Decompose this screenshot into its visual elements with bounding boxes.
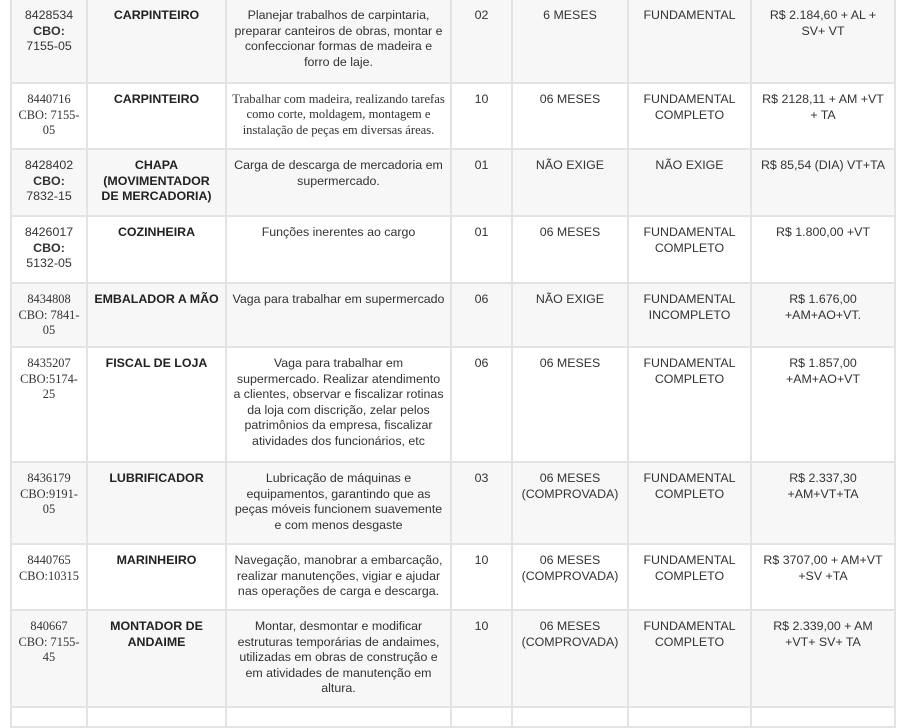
job-title: LUBRIFICADOR	[87, 462, 226, 544]
experience: 06 MESES (COMPROVADA)	[512, 610, 628, 707]
job-description: Carga de descarga de mercadoria em supermercado.	[226, 149, 451, 216]
job-code-cell	[11, 83, 87, 149]
vacancies: 10	[451, 83, 512, 149]
empty-cell	[226, 707, 451, 727]
salary: R$ 3707,00 + AM+VT +SV +TA	[751, 544, 895, 610]
experience: 06 MESES	[512, 347, 628, 462]
cbo-code: CBO: 7155-05	[18, 107, 80, 138]
salary: R$ 1.800,00 +VT	[751, 216, 895, 283]
cbo-label: CBO:	[33, 240, 65, 255]
cbo-code: 5132-05	[26, 256, 72, 271]
empty-cell	[751, 707, 895, 727]
cbo-code: CBO: 7155-45	[18, 634, 80, 665]
vacancies: 01	[451, 216, 512, 283]
job-code-cell	[11, 347, 87, 462]
experience: 06 MESES (COMPROVADA)	[512, 544, 628, 610]
cbo-code: CBO:10315	[19, 568, 79, 583]
vacancies: 10	[451, 610, 512, 707]
job-description: Vaga para trabalhar em supermercado. Realizar atendimento a clientes, observar e fiscalizar rotinas da loja com discrição, zelar pelos patrimônios da empresa, fiscalizar atividades dos funcionários, etc	[226, 347, 451, 462]
job-code-cell	[11, 610, 87, 707]
salary: R$ 1.676,00 +AM+AO+VT.	[751, 283, 895, 347]
experience: 06 MESES (COMPROVADA)	[512, 462, 628, 544]
job-title: CARPINTEIRO	[87, 0, 226, 83]
job-description: Montar, desmontar e modificar estruturas temporárias de andaimes, utilizadas em obras de construção e em atividades de manutenção em altura.	[226, 610, 451, 707]
vacancies: 02	[451, 0, 512, 83]
cbo-code: 7155-05	[26, 39, 72, 54]
job-code-cell	[11, 544, 87, 610]
job-title: FISCAL DE LOJA	[87, 347, 226, 462]
job-code-number: 8436179	[27, 471, 71, 485]
empty-cell	[87, 707, 226, 727]
job-code-cell	[11, 283, 87, 347]
job-description: Funções inerentes ao cargo	[226, 216, 451, 283]
job-description: Planejar trabalhos de carpintaria, preparar canteiros de obras, montar e confeccionar formas de madeira e forro de laje.	[226, 0, 451, 83]
job-description: Lubricação de máquinas e equipamentos, garantindo que as peças móveis funcionem suavemente e com menos desgaste	[226, 462, 451, 544]
job-description: Navegação, manobrar a embarcação, realizar manutenções, vigiar e ajudar nas operações de carga e descarga.	[226, 544, 451, 610]
job-title: MARINHEIRO	[87, 544, 226, 610]
job-code-number: 8434808	[27, 292, 71, 306]
vacancies: 06	[451, 283, 512, 347]
cbo-code: CBO: 7841-05	[18, 307, 80, 338]
experience: NÃO EXIGE	[512, 283, 628, 347]
cbo-code: CBO:5174-25	[20, 371, 78, 402]
job-code-number: 8426017	[24, 225, 74, 239]
vacancies: 01	[451, 149, 512, 216]
vacancies: 06	[451, 347, 512, 462]
job-code-number: 8428402	[24, 158, 74, 172]
salary: R$ 2.339,00 + AM +VT+ SV+ TA	[751, 610, 895, 707]
education: FUNDAMENTAL COMPLETO	[628, 544, 751, 610]
table-row	[11, 0, 895, 83]
cbo-code: 7832-15	[26, 189, 72, 204]
job-code-cell	[11, 462, 87, 544]
salary: R$ 2.184,60 + AL + SV+ VT	[751, 0, 895, 83]
vacancies: 10	[451, 544, 512, 610]
table-row-partial	[11, 707, 895, 727]
salary: R$ 2.337,30 +AM+VT+TA	[751, 462, 895, 544]
salary: R$ 85,54 (DIA) VT+TA	[751, 149, 895, 216]
vacancies: 03	[451, 462, 512, 544]
job-code-cell	[11, 216, 87, 283]
education: FUNDAMENTAL COMPLETO	[628, 610, 751, 707]
job-code-number: 8428534	[24, 8, 74, 22]
education: FUNDAMENTAL	[628, 0, 751, 83]
empty-cell	[451, 707, 512, 727]
education: FUNDAMENTAL INCOMPLETO	[628, 283, 751, 347]
empty-cell	[628, 707, 751, 727]
education: FUNDAMENTAL COMPLETO	[628, 462, 751, 544]
empty-cell	[512, 707, 628, 727]
job-code-number: 8440716	[27, 92, 71, 106]
table-row	[11, 462, 895, 544]
job-code-cell	[11, 149, 87, 216]
job-listings-table	[10, 0, 896, 728]
cbo-code: CBO:9191-05	[20, 486, 78, 517]
education: FUNDAMENTAL COMPLETO	[628, 216, 751, 283]
job-code-cell	[11, 0, 87, 83]
education: FUNDAMENTAL COMPLETO	[628, 347, 751, 462]
experience: 06 MESES	[512, 216, 628, 283]
job-title: CARPINTEIRO	[87, 83, 226, 149]
job-title: EMBALADOR A MÃO	[87, 283, 226, 347]
table-row	[11, 149, 895, 216]
empty-cell	[11, 707, 87, 727]
table-row	[11, 283, 895, 347]
salary: R$ 2128,11 + AM +VT + TA	[751, 83, 895, 149]
job-title: CHAPA (MOVIMENTADOR DE MERCADORIA)	[87, 149, 226, 216]
job-code-number: 8440765	[27, 553, 71, 567]
job-description: Vaga para trabalhar em supermercado	[226, 283, 451, 347]
job-code-number: 840667	[30, 619, 68, 633]
experience: 6 MESES	[512, 0, 628, 83]
table-row	[11, 347, 895, 462]
table-row	[11, 544, 895, 610]
experience: NÃO EXIGE	[512, 149, 628, 216]
salary: R$ 1.857,00 +AM+AO+VT	[751, 347, 895, 462]
cbo-label: CBO:	[33, 173, 65, 188]
table-row	[11, 216, 895, 283]
table-row	[11, 610, 895, 707]
job-title: MONTADOR DE ANDAIME	[87, 610, 226, 707]
job-description: Trabalhar com madeira, realizando tarefas como corte, moldagem, montagem e instalação de peças em diversas áreas.	[226, 83, 451, 149]
job-title: COZINHEIRA	[87, 216, 226, 283]
education: FUNDAMENTAL COMPLETO	[628, 83, 751, 149]
cbo-label: CBO:	[33, 23, 65, 38]
education: NÃO EXIGE	[628, 149, 751, 216]
experience: 06 MESES	[512, 83, 628, 149]
job-code-number: 8435207	[27, 356, 71, 370]
table-row	[11, 83, 895, 149]
